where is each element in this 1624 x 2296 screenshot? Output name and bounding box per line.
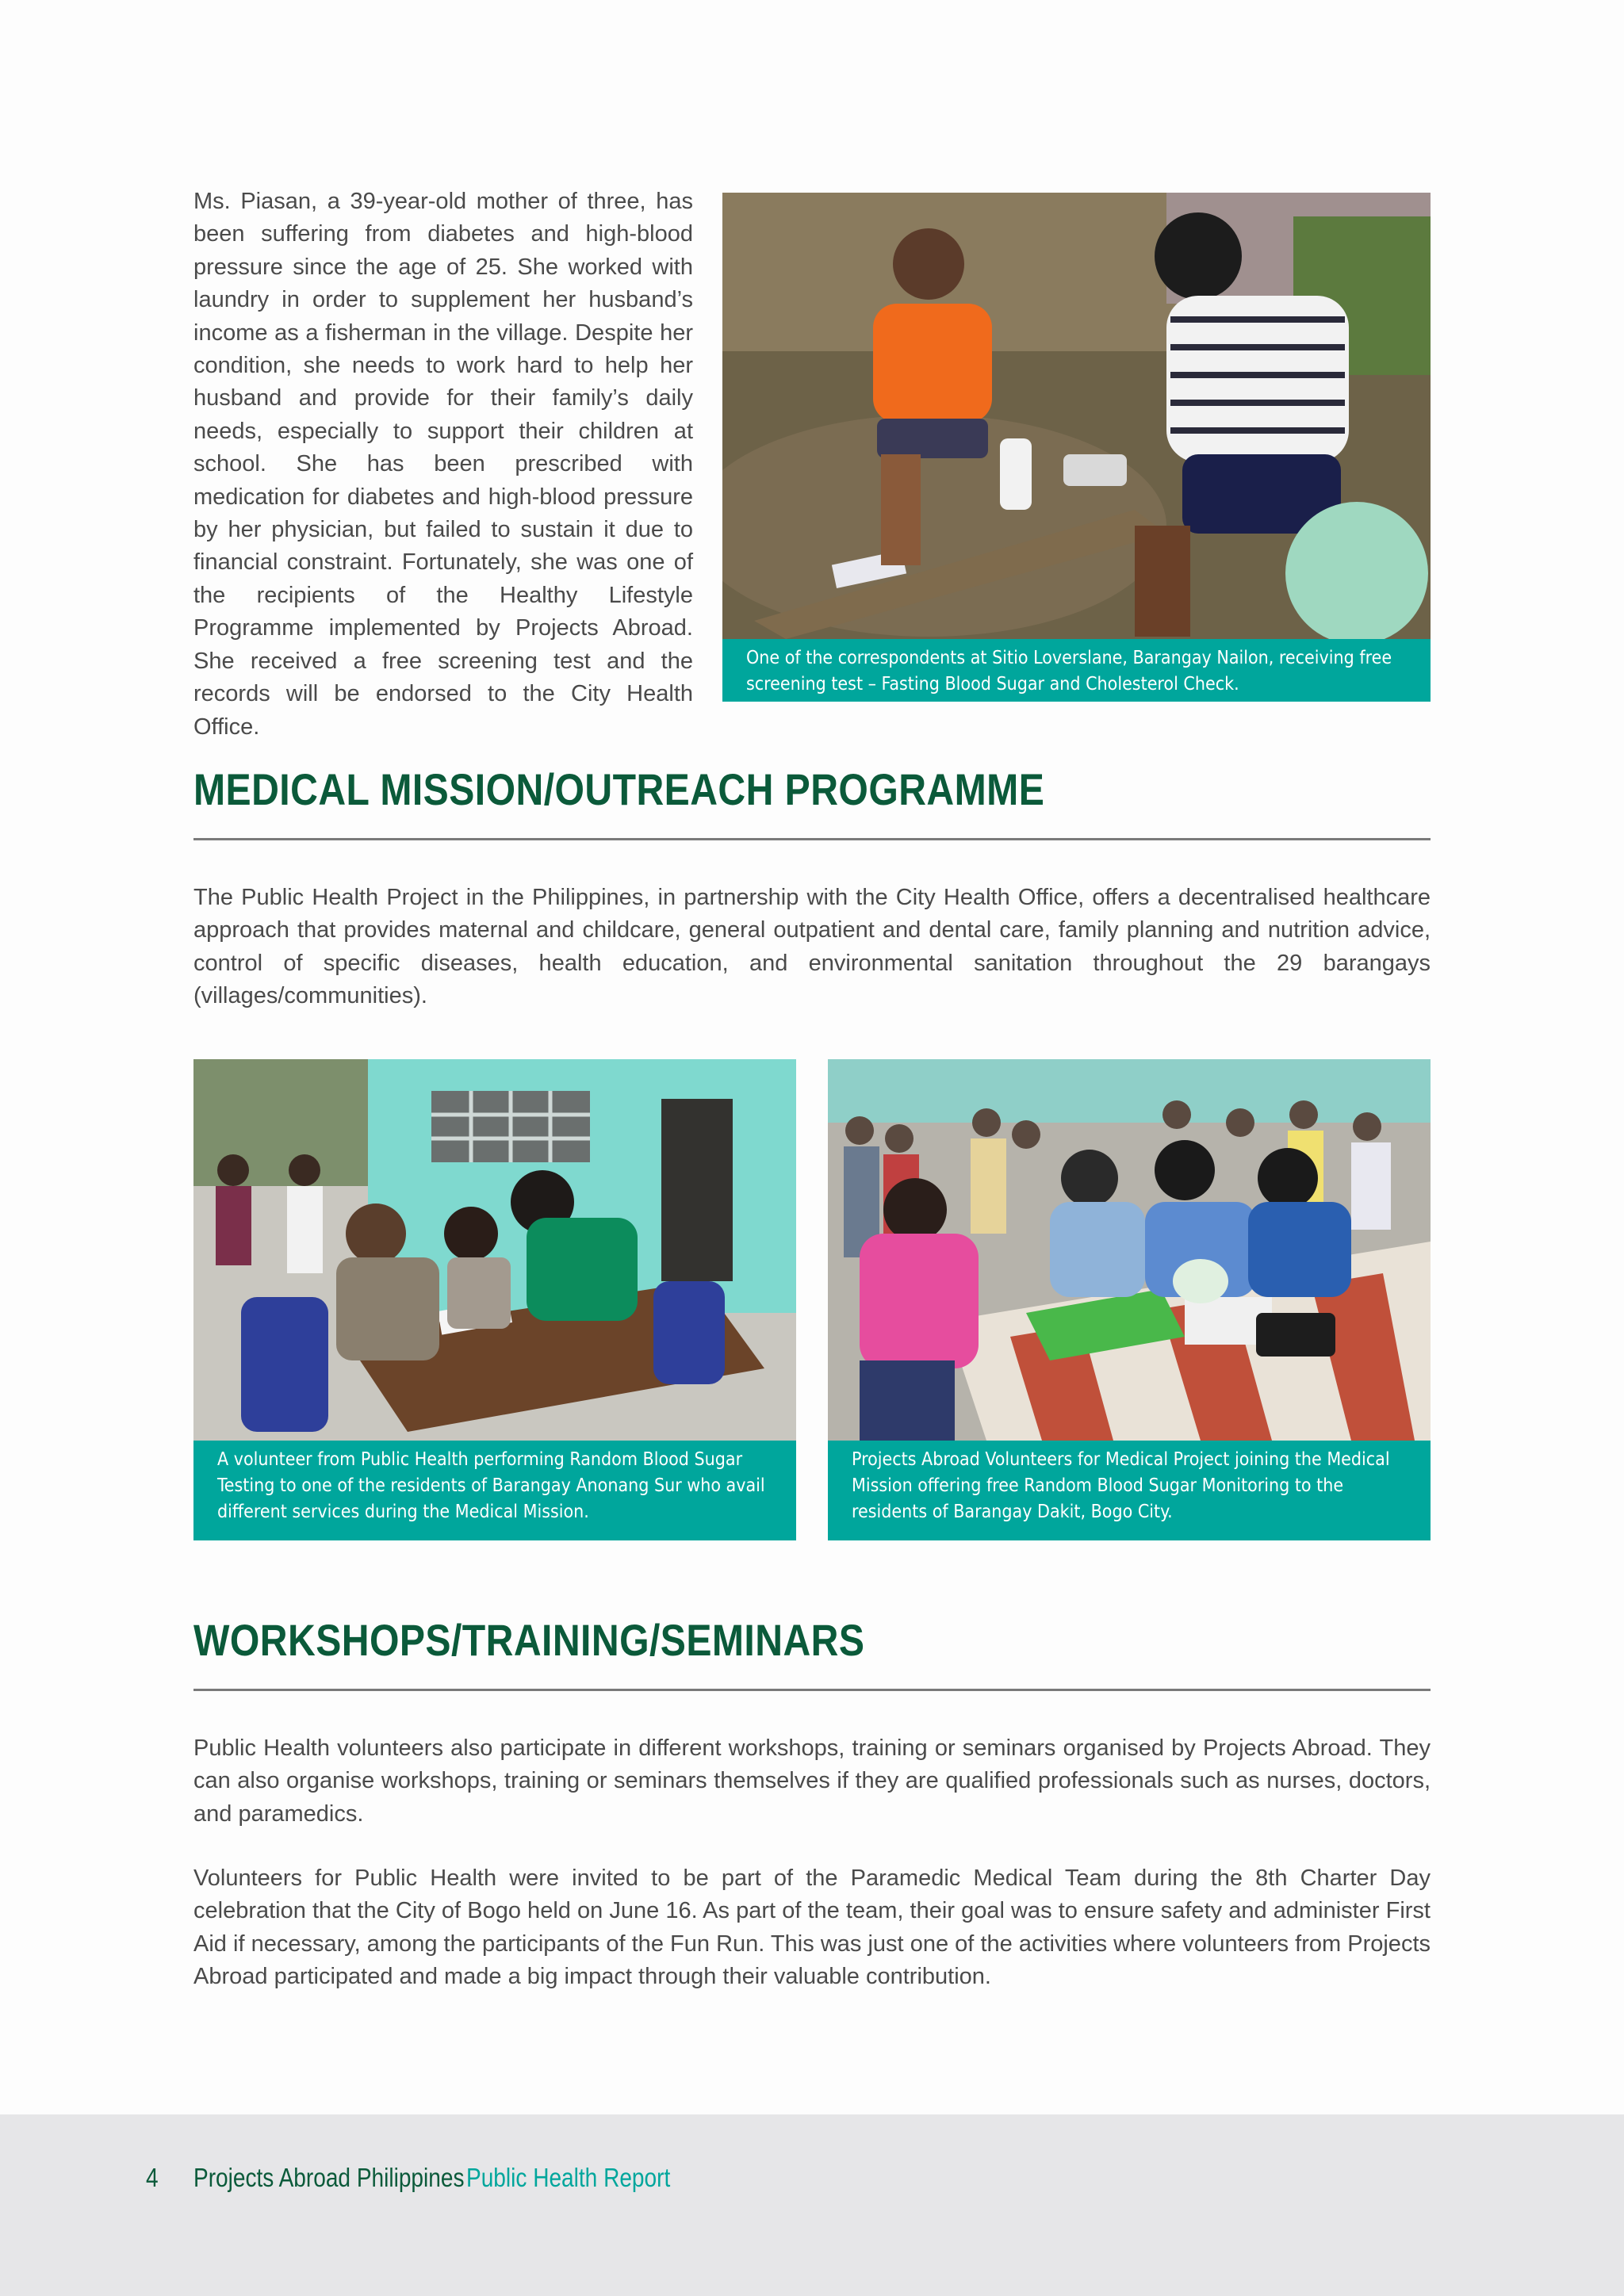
workshops-paragraph-1: Public Health volunteers also participate in different workshops, training or seminars organised by Projects Abroad. They can also organise workshops, training or seminars themselves if they are qualified professionals such as nurses, doctors, and paramedics. (193, 1735, 1431, 1827)
medical-mission-heading: MEDICAL MISSION/OUTREACH PROGRAMME (193, 764, 1045, 814)
intro-paragraph: Ms. Piasan, a 39-year-old mother of three, has been suffering from diabetes and high-blood pressure since the age of 25. She worked with laundry in order to supplement her husband’s income as a fisherman in the village. Despite her condition, she needs to work hard to help her husband and provide for their family’s daily needs, especially to support their children at school. She has been prescribed with medication for diabetes and high-blood pressure by her physician, but failed to sustain it due to financial constraint. Fortunately, she was one of the recipients of the Healthy Lifestyle Programme implemented by Projects Abroad. She received a free screening test and the records will be endorsed to the City Health Office. (193, 189, 693, 740)
volunteers-medical-mission-caption: Projects Abroad Volunteers for Medical Project joining the Medical Mission offering free Random Blood Sugar Monitoring to the residents of Barangay Dakit, Bogo City. (828, 1441, 1431, 1540)
screening-photo-caption: One of the correspondents at Sitio Loverslane, Barangay Nailon, receiving free screening test – Fasting Blood Sugar and Cholesterol Check. (722, 639, 1431, 702)
workshops-heading: WORKSHOPS/TRAINING/SEMINARS (193, 1615, 865, 1665)
page-number: 4 (146, 2163, 159, 2192)
section-divider (193, 1689, 1431, 1691)
blood-sugar-testing-caption: A volunteer from Public Health performing Random Blood Sugar Testing to one of the residents of Barangay Anonang Sur who avail different services during the Medical Mission. (193, 1441, 796, 1540)
section-divider (193, 838, 1431, 840)
workshops-paragraph-2: Volunteers for Public Health were invited to be part of the Paramedic Medical Team during the 8th Charter Day celebration that the City of Bogo held on June 16. As part of the team, their goal was to ensure safety and administer First Aid if necessary, among the participants of the Fun Run. This was just one of the activities where volunteers from Projects Abroad participated and made a big impact through their valuable contribution. (193, 1866, 1431, 1990)
screening-photo (722, 193, 1431, 639)
page-footer (0, 2114, 1624, 2296)
volunteers-medical-mission-photo (828, 1059, 1431, 1441)
footer-organization: Projects Abroad Philippines (193, 2163, 465, 2192)
footer-report-name: Public Health Report (466, 2163, 671, 2192)
blood-sugar-testing-photo (193, 1059, 796, 1441)
medical-mission-paragraph: The Public Health Project in the Philippines, in partnership with the City Health Office, offers a decentralised healthcare approach that provides maternal and childcare, general outpatient and dental care, family planning and nutrition advice, control of specific diseases, health education, and environmental sanitation throughout the 29 barangays (villages/communities). (193, 885, 1431, 1009)
